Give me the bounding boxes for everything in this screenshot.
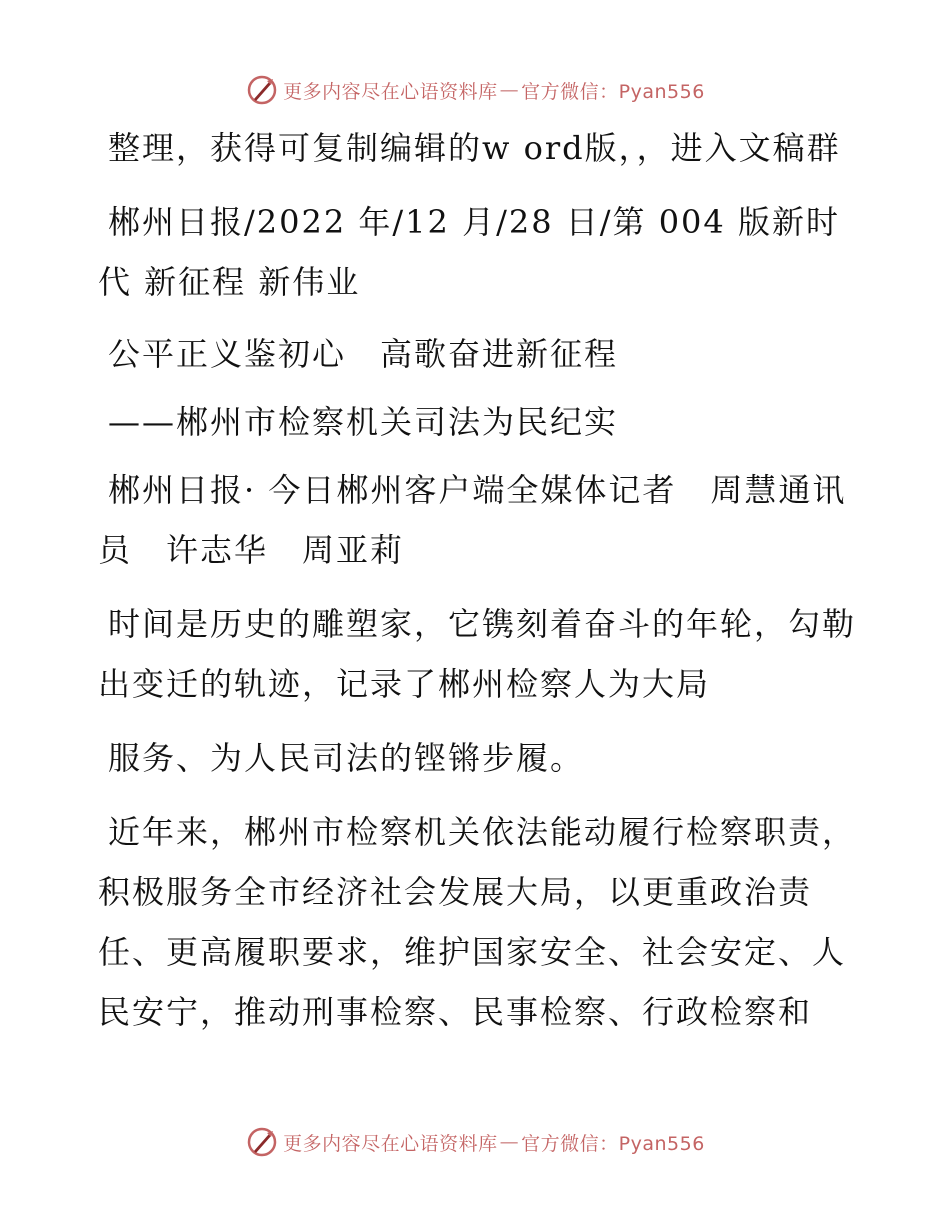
watermark-text: 更多内容尽在心语资料库 [283, 1132, 498, 1155]
watermark-separator: — [499, 79, 520, 101]
watermark-header [0, 70, 950, 110]
watermark-separator: — [499, 1131, 520, 1153]
feather-pen-icon [245, 73, 279, 107]
paragraph-intro: 整理，获得可复制编辑的w ord版，，进入文稿群 [108, 129, 841, 167]
watermark-contact: 官方微信：Pyan556 [521, 1132, 705, 1155]
paragraph-body-3: 近年来，郴州市检察机关依法能动履行检察职责，积极服务全市经济社会发展大局，以更重政治责任、更高履职要求，维护国家安全、社会安定、人民安宁，推动刑事检察、民事检察、行政检察和 [98, 813, 857, 1031]
paragraph-body-1: 时间是历史的雕塑家，它镌刻着奋斗的年轮，勾勒出变迁的轨迹，记录了郴州检察人为大局 [98, 605, 857, 703]
watermark-footer [0, 1122, 950, 1162]
watermark-contact: 官方微信：Pyan556 [521, 80, 705, 103]
article-byline: 郴州日报· 今日郴州客户端全媒体记者 周慧通讯员 许志华 周亚莉 [98, 471, 847, 569]
paragraph-source: 郴州日报/2022 年/12 月/28 日/第 004 版新时代 新征程 新伟业 [98, 203, 840, 301]
article-subtitle: ——郴州市检察机关司法为民纪实 [108, 403, 619, 441]
paragraph-body-2: 服务、为人民司法的铿锵步履。 [108, 739, 585, 777]
article-title: 公平正义鉴初心 高歌奋进新征程 [108, 335, 619, 373]
feather-pen-icon [245, 1125, 279, 1159]
watermark-text: 更多内容尽在心语资料库 [283, 80, 498, 103]
document-body [98, 118, 858, 1056]
